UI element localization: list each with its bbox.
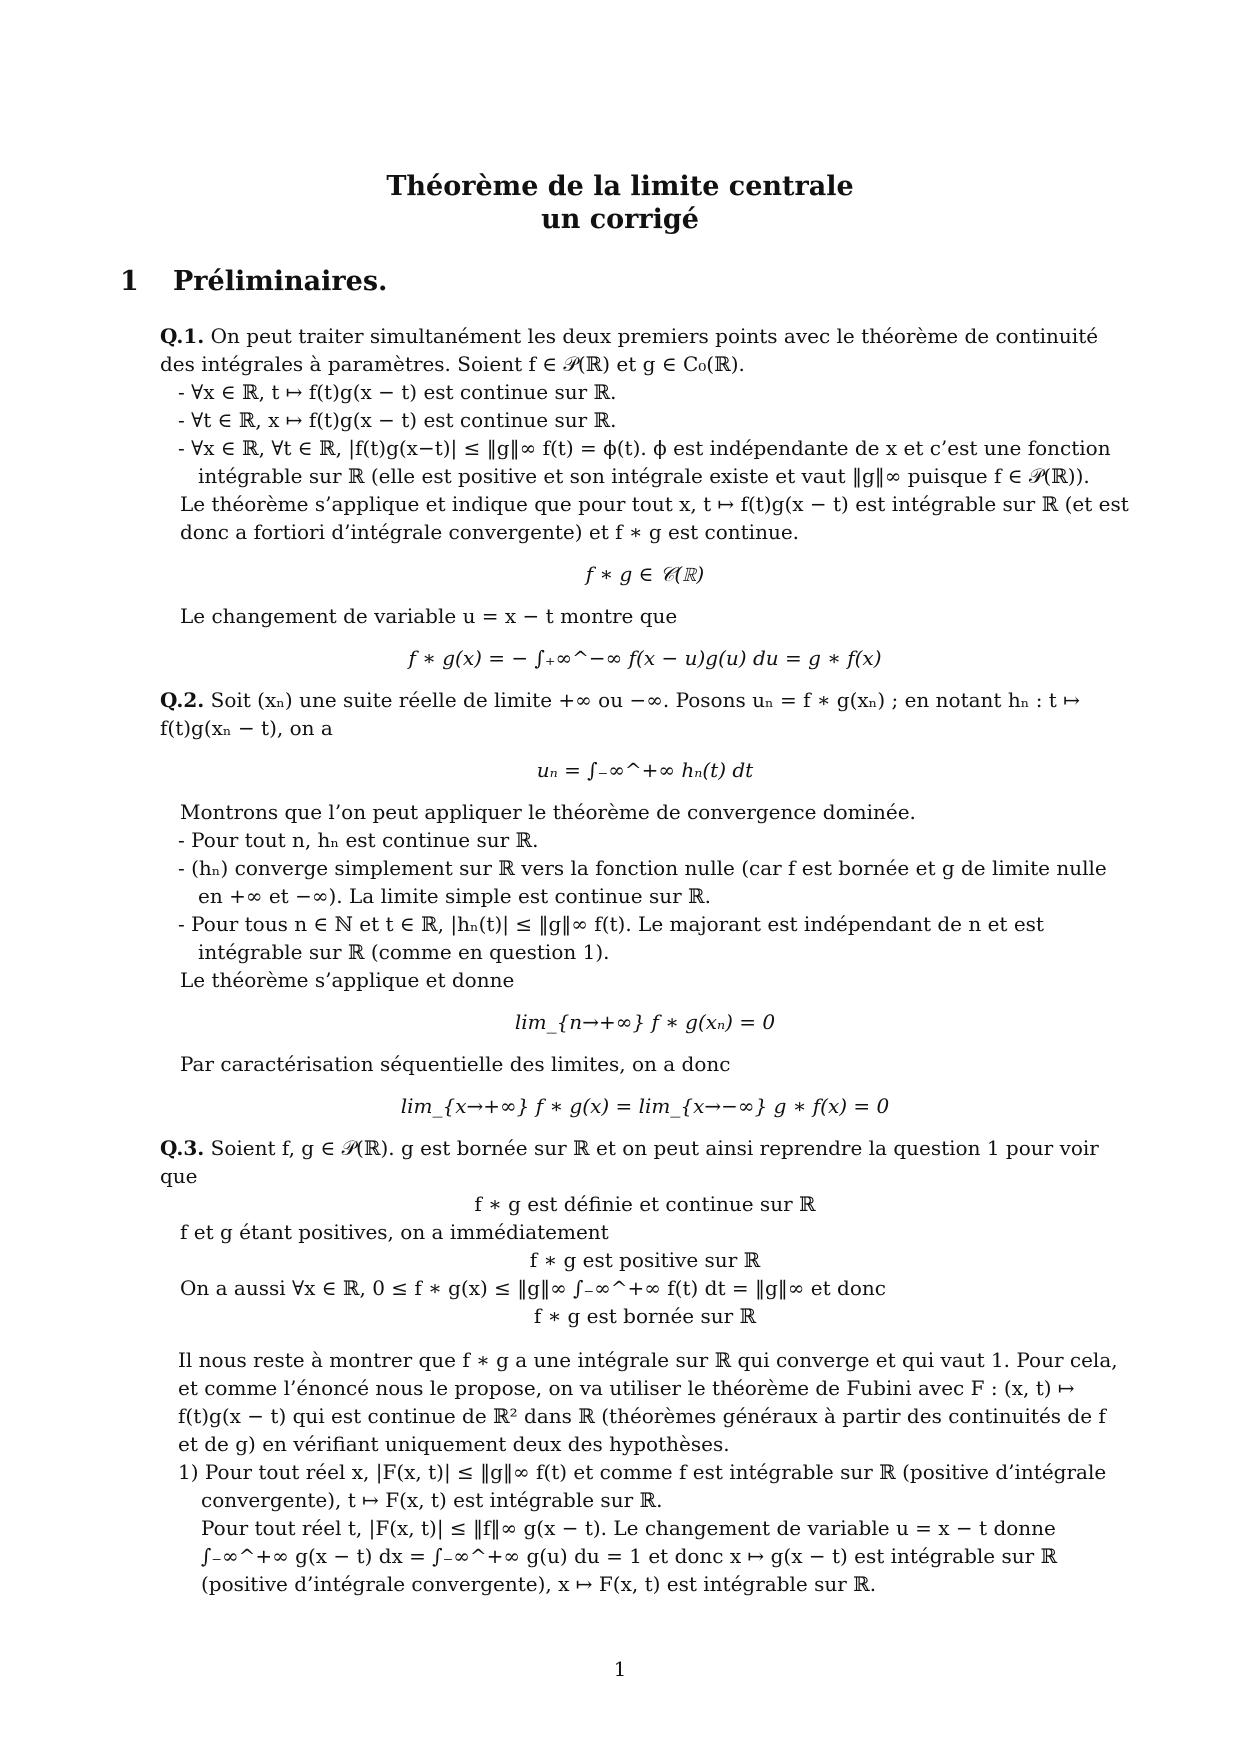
question-1-intro: On peut traiter simultanément les deux premiers points avec le théorème de continuité des intégrales à paramètres. Soient f ∈ 𝒫(ℝ) et g ∈ C₀(ℝ). — [160, 324, 1099, 376]
page-number: 1 — [613, 1657, 627, 1681]
section-number: 1 — [120, 266, 139, 297]
question-3-result-bounded: f ∗ g est bornée sur ℝ — [533, 1304, 757, 1328]
question-2-sequential: Par caractérisation séquentielle des limites, on a donc — [180, 1052, 731, 1076]
question-2-apply: Le théorème s’applique et donne — [180, 968, 515, 992]
question-1-change-variable: Le changement de variable u = x − t montre que — [180, 604, 678, 628]
question-3-fubini: Il nous reste à montrer que f ∗ g a une intégrale sur ℝ qui converge et qui vaut 1. Pour cela, et comme l’énoncé nous le propose, on va utiliser le théorème de Fubini avec F : (x, t) ↦ f(t)g(x − t) qui est continue de ℝ² dans ℝ (théorèmes généraux à partir des continuités de f et de g) en vérifiant uniquement deux des hypothèses. — [178, 1348, 1118, 1456]
question-1-convolution-formula: f ∗ g(x) = − ∫₊∞^−∞ f(x − u)g(u) du = g ∗ f(x) — [408, 646, 882, 670]
question-1-bullet: - ∀x ∈ ℝ, t ↦ f(t)g(x − t) est continue sur ℝ. — [178, 380, 617, 404]
section-title: Préliminaires. — [173, 266, 388, 297]
question-1 — [160, 322, 1130, 672]
question-2-bullet: - Pour tout n, hₙ est continue sur ℝ. — [178, 828, 539, 852]
question-3 — [160, 1134, 1130, 1598]
question-1-label: Q.1. — [160, 324, 205, 348]
question-3-item-1-continuation: Pour tout réel t, |F(x, t)| ≤ ‖f‖∞ g(x − t). Le changement de variable u = x − t donne ∫₋∞^+∞ g(x − t) dx = ∫₋∞^+∞ g(u) du = 1 et donc x ↦ g(x − t) est intégrable sur ℝ (positive d’intégrale convergente), x ↦ F(x, t) est intégrable sur ℝ. — [201, 1516, 1058, 1596]
question-1-conclusion: Le théorème s’applique et indique que pour tout x, t ↦ f(t)g(x − t) est intégrable sur ℝ (et est donc a fortiori d’intégrale convergente) et f ∗ g est continue. — [180, 492, 1129, 544]
document-subtitle: un corrigé — [541, 204, 699, 235]
question-1-bullet: - ∀t ∈ ℝ, x ↦ f(t)g(x − t) est continue sur ℝ. — [178, 408, 617, 432]
document-title: Théorème de la limite centrale — [386, 171, 854, 202]
question-2-limit-formula: lim_{n→+∞} f ∗ g(xₙ) = 0 — [514, 1010, 776, 1034]
question-2 — [160, 686, 1130, 1120]
question-3-bound-intro: On a aussi ∀x ∈ ℝ, 0 ≤ f ∗ g(x) ≤ ‖g‖∞ ∫₋∞^+∞ f(t) dt = ‖g‖∞ et donc — [180, 1276, 886, 1300]
document-body — [160, 322, 1130, 1604]
question-2-intro: Soit (xₙ) une suite réelle de limite +∞ ou −∞. Posons uₙ = f ∗ g(xₙ) ; en notant hₙ : t ↦ f(t)g(xₙ − t), on a — [160, 688, 1080, 740]
question-3-positive-intro: f et g étant positives, on a immédiatement — [180, 1220, 609, 1244]
question-3-item-1: 1) Pour tout réel x, |F(x, t)| ≤ ‖g‖∞ f(t) et comme f est intégrable sur ℝ (positive d’intégrale convergente), t ↦ F(x, t) est intégrable sur ℝ. — [178, 1460, 1107, 1512]
question-3-intro: Soient f, g ∈ 𝒫(ℝ). g est bornée sur ℝ et on peut ainsi reprendre la question 1 pour voir que — [160, 1136, 1099, 1188]
question-2-bullet: - (hₙ) converge simplement sur ℝ vers la fonction nulle (car f est bornée et g de limite nulle en +∞ et −∞). La limite simple est continue sur ℝ. — [178, 856, 1107, 908]
question-2-bullet: - Pour tous n ∈ ℕ et t ∈ ℝ, |hₙ(t)| ≤ ‖g‖∞ f(t). Le majorant est indépendant de n et est intégrable sur ℝ (comme en question 1). — [178, 912, 1044, 964]
question-3-label: Q.3. — [160, 1136, 205, 1160]
question-2-final-limit-formula: lim_{x→+∞} f ∗ g(x) = lim_{x→−∞} g ∗ f(x) = 0 — [400, 1094, 890, 1118]
question-2-integral-formula: uₙ = ∫₋∞^+∞ hₙ(t) dt — [536, 758, 754, 782]
question-2-dominated-convergence: Montrons que l’on peut appliquer le théorème de convergence dominée. — [180, 800, 916, 824]
question-1-result-formula: f ∗ g ∈ 𝒞(ℝ) — [585, 562, 705, 586]
question-2-label: Q.2. — [160, 688, 205, 712]
question-3-result-continuous: f ∗ g est définie et continue sur ℝ — [474, 1192, 816, 1216]
question-3-result-positive: f ∗ g est positive sur ℝ — [529, 1248, 761, 1272]
question-1-bullet: - ∀x ∈ ℝ, ∀t ∈ ℝ, |f(t)g(x−t)| ≤ ‖g‖∞ f(t) = ϕ(t). ϕ est indépendante de x et c’est une fonction intégrable sur ℝ (elle est positive et son intégrale existe et vaut ‖g‖∞ puisque f ∈ 𝒫(ℝ)). — [178, 436, 1111, 488]
